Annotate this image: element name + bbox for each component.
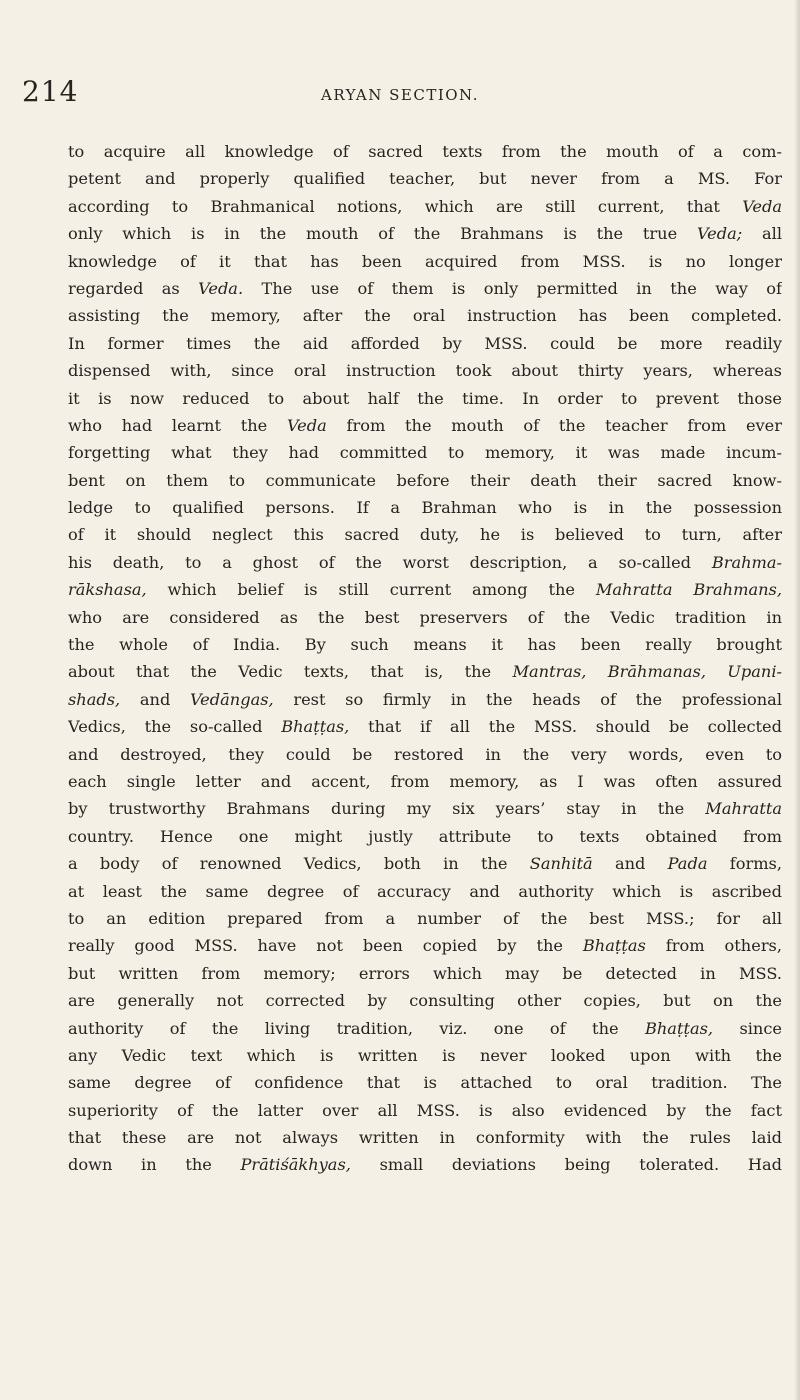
italic-run: Pada <box>667 854 708 874</box>
italic-run: Veda; <box>696 224 743 244</box>
page-number: 214 <box>22 75 79 108</box>
text-run: by trustworthy Brahmans during my six years’ stay in the <box>68 799 706 819</box>
italic-run: Sanhitā <box>529 854 593 874</box>
text-line <box>68 905 782 932</box>
text-line <box>68 275 782 302</box>
italic-run: Prātiśākhyas, <box>240 1155 351 1175</box>
text-line <box>68 220 782 247</box>
italic-run: Brahma- <box>711 552 782 572</box>
italic-run: Veda. <box>198 278 244 298</box>
text-run: of it should neglect this sacred duty, he is believed to turn, after <box>68 525 782 545</box>
text-run: petent and properly qualified teacher, but never from a MS. For <box>68 169 782 189</box>
text-run: to acquire all knowledge of sacred texts from the mouth of a com- <box>68 142 782 161</box>
text-line <box>68 1015 782 1042</box>
text-run: but written from memory; errors which may be detected in MSS. <box>68 963 782 983</box>
text-run: and destroyed, they could be restored in the very words, even to <box>68 744 782 764</box>
text-line <box>68 330 782 357</box>
text-run: and <box>592 854 668 874</box>
text-run: at least the same degree of accuracy and authority which is ascribed <box>68 881 782 901</box>
text-run: who had learnt the <box>68 415 287 435</box>
text-run: and <box>120 689 190 709</box>
text-run: rest so firmly in the heads of the professional <box>273 689 782 709</box>
text-line <box>68 1069 782 1096</box>
text-line <box>68 1151 782 1178</box>
text-line <box>68 631 782 658</box>
text-line <box>68 138 782 165</box>
page-edge-shadow <box>794 0 800 1400</box>
text-run: knowledge of it that has been acquired from MSS. is no longer <box>68 251 782 271</box>
text-line <box>68 741 782 768</box>
text-line <box>68 248 782 275</box>
text-run: each single letter and accent, from memory, as I was often assured <box>68 771 782 791</box>
text-line <box>68 713 782 740</box>
text-run: that if all the MSS. should be collected <box>349 717 782 737</box>
text-run: that these are not always written in conformity with the rules laid <box>68 1128 782 1148</box>
italic-run: Veda <box>742 196 782 216</box>
text-line <box>68 165 782 192</box>
text-run: In former times the aid afforded by MSS. could be more readily <box>68 333 782 353</box>
text-run: his death, to a ghost of the worst description, a so-called <box>68 552 712 572</box>
text-line <box>68 878 782 905</box>
text-run: only which is in the mouth of the Brahmans is the true <box>68 224 697 244</box>
text-line <box>68 494 782 521</box>
text-line <box>68 932 782 959</box>
text-run: the whole of India. By such means it has been really brought <box>68 635 782 655</box>
text-line <box>68 302 782 329</box>
text-line <box>68 412 782 439</box>
text-run: small deviations being tolerated. Had <box>350 1155 782 1175</box>
text-line <box>68 439 782 466</box>
text-line <box>68 768 782 795</box>
running-head: ARYAN SECTION. <box>321 86 479 104</box>
text-run: to an edition prepared from a number of the best MSS.; for all <box>68 908 782 928</box>
text-run: a body of renowned Vedics, both in the <box>68 854 530 874</box>
text-run: Vedics, the so-called <box>68 717 282 737</box>
text-line <box>68 795 782 822</box>
italic-run: rākshasa, <box>68 580 147 600</box>
text-line <box>68 357 782 384</box>
text-run: forms, <box>707 854 782 874</box>
text-run: who are considered as the best preservers of the Vedic tradition in <box>68 607 782 627</box>
italic-run: Bhaṭṭas, <box>644 1018 714 1038</box>
text-line <box>68 385 782 412</box>
text-line <box>68 850 782 877</box>
text-line <box>68 823 782 850</box>
text-line <box>68 1124 782 1151</box>
italic-run: Veda <box>286 415 327 435</box>
text-run: down in the <box>68 1155 241 1175</box>
text-run: ledge to qualified persons. If a Brahman who is in the possession <box>68 498 782 518</box>
italic-run: Vedāngas, <box>189 689 274 709</box>
body-text <box>68 138 782 1179</box>
italic-run: Mantras, Brāhmanas, Upani- <box>512 662 782 682</box>
text-run: forgetting what they had committed to memory, it was made incum- <box>68 443 782 463</box>
text-run: regarded as <box>68 278 199 298</box>
text-line <box>68 658 782 685</box>
text-line <box>68 467 782 494</box>
text-line <box>68 960 782 987</box>
italic-run: shads, <box>68 689 121 709</box>
text-run: authority of the living tradition, viz. one of the <box>68 1018 645 1038</box>
text-run: all <box>742 224 782 244</box>
text-run: really good MSS. have not been copied by the <box>68 936 583 956</box>
text-run: about that the Vedic texts, that is, the <box>68 662 513 682</box>
text-line <box>68 1042 782 1069</box>
text-line <box>68 1097 782 1124</box>
text-run: according to Brahmanical notions, which are still current, that <box>68 196 743 216</box>
italic-run: Bhaṭṭas, <box>281 717 350 737</box>
italic-run: Bhaṭṭas <box>582 936 646 956</box>
text-run: from others, <box>645 936 782 956</box>
italic-run: Mahratta <box>705 799 782 819</box>
text-run: The use of them is only permitted in the way of <box>243 278 782 298</box>
text-line <box>68 521 782 548</box>
text-run: since <box>713 1018 782 1038</box>
text-run: any Vedic text which is written is never looked upon with the <box>68 1045 782 1065</box>
text-run: dispensed with, since oral instruction took about thirty years, whereas <box>68 361 782 381</box>
text-line <box>68 576 782 603</box>
text-run: country. Hence one might justly attribute to texts obtained from <box>68 826 782 846</box>
text-run: assisting the memory, after the oral instruction has been completed. <box>68 306 782 326</box>
text-run: superiority of the latter over all MSS. is also evidenced by the fact <box>68 1100 782 1120</box>
text-run: are generally not corrected by consulting other copies, but on the <box>68 991 782 1011</box>
text-run: which belief is still current among the <box>146 580 596 600</box>
text-line <box>68 193 782 220</box>
italic-run: Mahratta Brahmans, <box>595 580 782 600</box>
text-line <box>68 686 782 713</box>
text-line <box>68 549 782 576</box>
text-line <box>68 604 782 631</box>
text-run: from the mouth of the teacher from ever <box>326 415 782 435</box>
text-line <box>68 987 782 1014</box>
text-run: bent on them to communicate before their death their sacred know- <box>68 470 782 490</box>
text-run: same degree of confidence that is attached to oral tradition. The <box>68 1073 782 1093</box>
text-run: it is now reduced to about half the time. In order to prevent those <box>68 388 782 408</box>
